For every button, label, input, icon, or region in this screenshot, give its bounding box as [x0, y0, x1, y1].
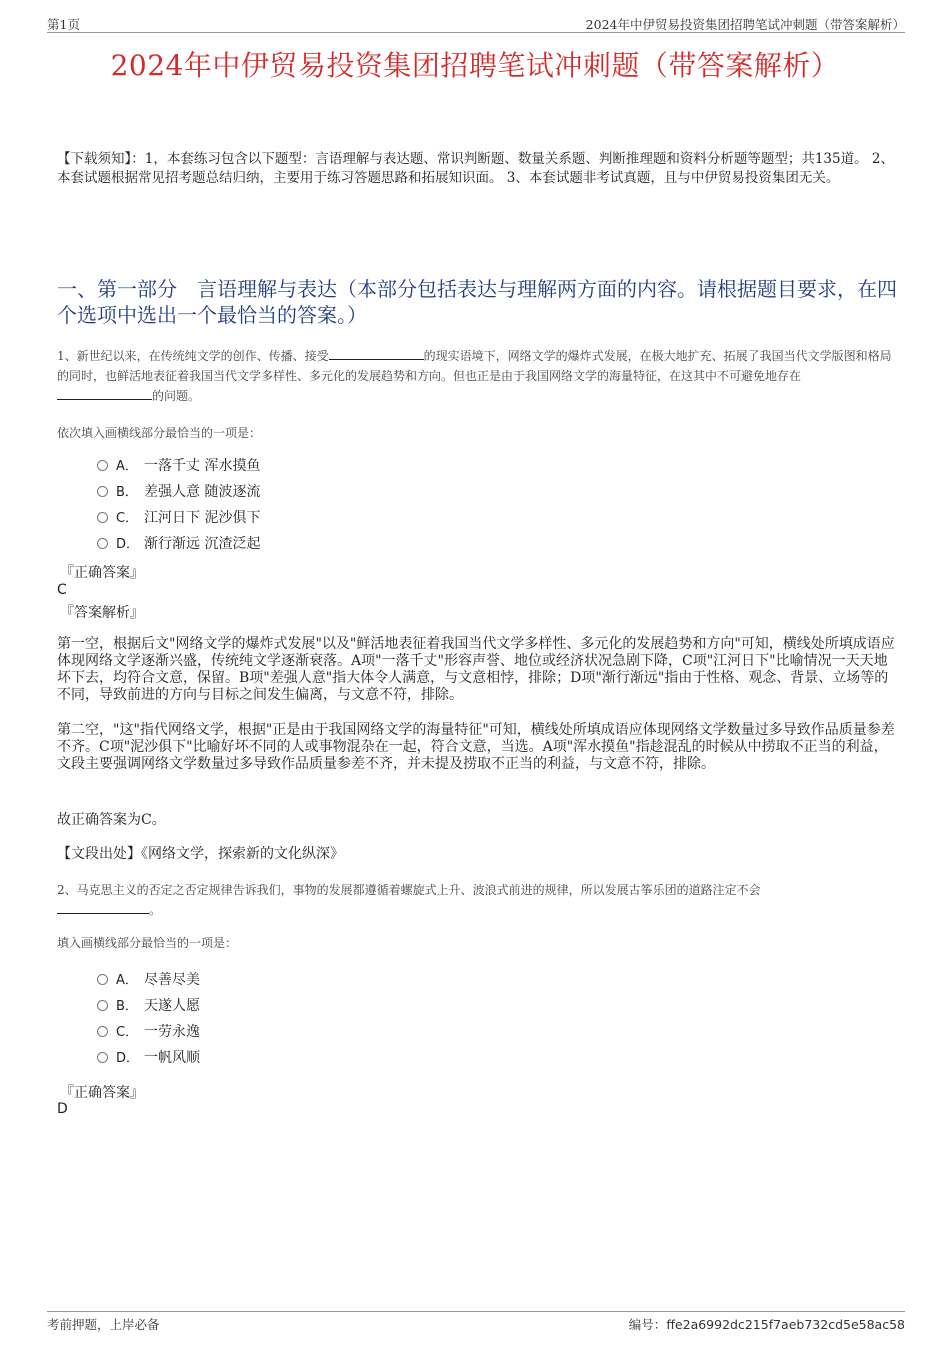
- option-b[interactable]: B． 差强人意 随波逐流: [97, 481, 260, 507]
- page-number: 第1页: [47, 17, 80, 32]
- analysis-paragraph-1: 第一空，根据后文"网络文学的爆炸式发展"以及"鲜活地表征着我国当代文学多样性、多元化的发展趋势和方向"可知，横线处所填成语应体现网络文学逐渐兴盛，传统纯文学逐渐衰落。A项"一落千丈"形容声誉、地位或经济状况急剧下降，C项"江河日下"比喻情况一天天地坏下去，均符合文意，保留。B项"差强人意"指大体令人满意，与文意相悖，排除；D项"渐行渐远"指由于性格、观念、背景、立场等的不同，导致前进的方向与目标之间发生偏离，与文意不符，排除。: [57, 636, 895, 703]
- correct-answer: C: [57, 582, 67, 598]
- correct-answer: D: [57, 1101, 68, 1117]
- fill-blank: [57, 901, 149, 914]
- footer-slogan: 考前押题，上岸必备: [47, 1317, 160, 1332]
- question-2-stem: 2、马克思主义的否定之否定规律告诉我们，事物的发展都遵循着螺旋式上升、波浪式前进的规律，所以发展古筝乐团的道路注定不会 。: [57, 883, 761, 917]
- radio-icon[interactable]: [97, 486, 108, 497]
- page-footer: [47, 1311, 905, 1332]
- page-header: [47, 14, 905, 33]
- fill-blank: [57, 387, 152, 400]
- analysis-label: 『答案解析』: [60, 605, 144, 621]
- radio-icon[interactable]: [97, 1026, 108, 1037]
- question-1-stem: 1、新世纪以来，在传统纯文学的创作、传播、接受 的现实语境下，网络文学的爆炸式发展，在极大地扩充、拓展了我国当代文学版图和格局的同时，也鲜活地表征着我国当代文学多样性、多元化的发展趋势和方向。但也正是由于我国网络文学的海量特征，在这其中不可避免地存在的问题。: [57, 349, 892, 403]
- correct-answer-label: 『正确答案』: [60, 565, 144, 581]
- correct-answer-label: 『正确答案』: [60, 1085, 144, 1101]
- option-c[interactable]: C． 江河日下 泥沙俱下: [97, 507, 260, 533]
- option-c[interactable]: C． 一劳永逸: [97, 1021, 200, 1047]
- analysis-paragraph-2: 第二空，"这"指代网络文学，根据"正是由于我国网络文学的海量特征"可知，横线处所填成语应体现网络文学数量过多导致作品质量参差不齐。C项"泥沙俱下"比喻好坏不同的人或事物混杂在一起，符合文意，当选。A项"浑水摸鱼"指趁混乱的时候从中捞取不正当的利益，文段主要强调网络文学数量过多导致作品质量参差不齐，并未提及捞取不正当的利益，与文意不符，排除。: [57, 722, 895, 772]
- question-2-options: [97, 969, 200, 1073]
- radio-icon[interactable]: [97, 460, 108, 471]
- section-title: 一、第一部分 言语理解与表达（本部分包括表达与理解两方面的内容。请根据题目要求，在四个选项中选出一个最恰当的答案。）: [57, 277, 897, 327]
- page-title: 2024年中伊贸易投资集团招聘笔试冲刺题（带答案解析）: [110, 49, 840, 82]
- radio-icon[interactable]: [97, 974, 108, 985]
- analysis-conclusion: 故正确答案为C。: [57, 812, 166, 828]
- question-2-prompt: 填入画横线部分最恰当的一项是：: [57, 936, 238, 950]
- document-id: 编号：ffe2a6992dc215f7aeb732cd5e58ac58: [628, 1317, 905, 1332]
- option-d[interactable]: D． 渐行渐远 沉渣泛起: [97, 533, 260, 559]
- source-citation: 【文段出处】《网络文学，探索新的文化纵深》: [57, 846, 344, 862]
- header-doc-title: 2024年中伊贸易投资集团招聘笔试冲刺题（带答案解析）: [585, 17, 905, 32]
- option-a[interactable]: A． 一落千丈 浑水摸鱼: [97, 455, 260, 481]
- radio-icon[interactable]: [97, 1000, 108, 1011]
- radio-icon[interactable]: [97, 512, 108, 523]
- question-1-options: [97, 455, 260, 559]
- download-notice: 【下载须知】：1，本套练习包含以下题型：言语理解与表达题、常识判断题、数量关系题、判断推理题和资料分析题等题型；共135道。 2、本套试题根据常见招考题总结归纳，主要用于练习答题思路和拓展知识面。 3、本套试题非考试真题，且与中伊贸易投资集团无关。: [57, 151, 894, 186]
- radio-icon[interactable]: [97, 1052, 108, 1063]
- option-d[interactable]: D． 一帆风顺: [97, 1047, 200, 1073]
- question-1-prompt: 依次填入画横线部分最恰当的一项是：: [57, 426, 262, 440]
- fill-blank: [329, 347, 424, 360]
- radio-icon[interactable]: [97, 538, 108, 549]
- option-b[interactable]: B． 天遂人愿: [97, 995, 200, 1021]
- option-a[interactable]: A． 尽善尽美: [97, 969, 200, 995]
